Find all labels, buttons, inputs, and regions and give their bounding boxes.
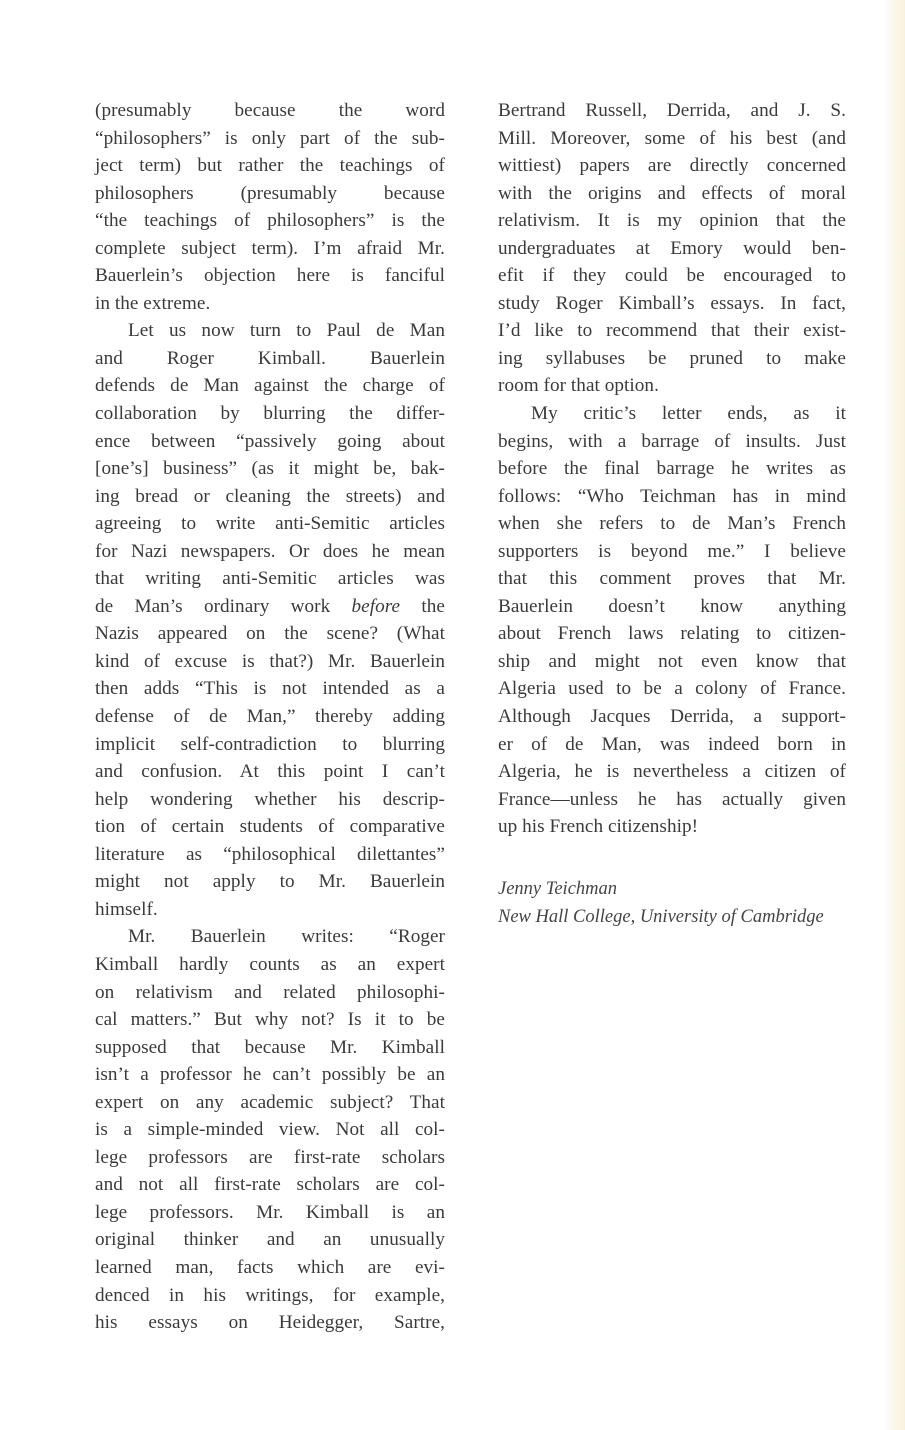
text-line: then adds “This is not intended as a (95, 678, 445, 700)
word: Man’s (134, 595, 183, 617)
text-line: on relativism and related philosophi- (95, 981, 445, 1003)
text-line: when she refers to de Man’s French (498, 513, 846, 535)
author-name: Jenny Teichman (498, 879, 618, 899)
text-line: help wondering whether his descrip- (95, 788, 445, 810)
text-line: himself. (95, 898, 158, 920)
word: the (421, 595, 445, 617)
text-line: Bauerlein’s objection here is fanciful (95, 265, 445, 287)
text-line: Algeria used to be a colony of France. (498, 678, 846, 700)
text-line: that this comment proves that Mr. (498, 568, 846, 590)
text-line: ship and might not even know that (498, 650, 846, 672)
text-line: Let us now turn to Paul de Man (128, 320, 445, 342)
text-line: (presumably because the word (95, 100, 445, 121)
text-line: follows: “Who Teichman has in mind (498, 485, 846, 507)
letter-signature (498, 876, 824, 931)
text-line: ject term) but rather the teachings of (95, 155, 445, 177)
text-line: lege professors are first-rate scholars (95, 1146, 445, 1168)
text-line: Although Jacques Derrida, a support- (498, 706, 846, 728)
text-line: Nazis appeared on the scene? (What (95, 623, 445, 645)
text-line: defense of de Man,” thereby adding (95, 706, 445, 728)
text-line: ence between “passively going about (95, 430, 445, 452)
text-line: philosophers (presumably because (95, 182, 445, 204)
word: work (290, 595, 331, 617)
text-line: for Nazi newspapers. Or does he mean (95, 540, 445, 562)
text-line: Kimball hardly counts as an expert (95, 953, 445, 975)
text-line: collaboration by blurring the differ- (95, 403, 445, 425)
text-line: expert on any academic subject? That (95, 1091, 445, 1113)
text-line: learned man, facts which are evi- (95, 1256, 445, 1278)
text-line: room for that option. (498, 375, 659, 397)
text-line: complete subject term). I’m afraid Mr. (95, 237, 445, 259)
text-line: study Roger Kimball’s essays. In fact, (498, 292, 846, 314)
text-line: undergraduates at Emory would ben- (498, 237, 846, 259)
text-line: My critic’s letter ends, as it (531, 403, 846, 425)
left-text-column (95, 97, 445, 1337)
text-line: is a simple-minded view. Not all col- (95, 1119, 445, 1141)
word: de (95, 595, 114, 617)
text-line: implicit self-contradiction to blurring (95, 733, 445, 755)
text-line: cal matters.” But why not? Is it to be (95, 1009, 445, 1031)
text-line: efit if they could be encouraged to (498, 265, 846, 287)
text-line: and confusion. At this point I can’t (95, 761, 445, 783)
text-line: ing syllabuses be pruned to make (498, 347, 846, 369)
text-line: original thinker and an unusually (95, 1229, 445, 1251)
text-line (95, 593, 445, 621)
text-line: begins, with a barrage of insults. Just (498, 430, 846, 452)
text-line: and not all first-rate scholars are col- (95, 1174, 445, 1196)
text-line: before the final barrage he writes as (498, 458, 846, 480)
text-line: and Roger Kimball. Bauerlein (95, 347, 445, 369)
text-line: tion of certain students of comparative (95, 816, 445, 838)
text-line: Bauerlein doesn’t know anything (498, 595, 846, 617)
word: ordinary (203, 595, 270, 617)
author-affiliation: New Hall College, University of Cambridge (498, 906, 824, 927)
text-line: might not apply to Mr. Bauerlein (95, 871, 445, 893)
text-line: wittiest) papers are directly concerned (498, 155, 846, 177)
text-line: ing bread or cleaning the streets) and (95, 485, 445, 507)
text-line: relativism. It is my opinion that the (498, 210, 846, 232)
text-line: denced in his writings, for example, (95, 1284, 445, 1306)
right-text-column (498, 97, 846, 841)
text-line: [one’s] business” (as it might be, bak- (95, 458, 445, 480)
text-line: er of de Man, was indeed born in (498, 733, 846, 755)
text-line: kind of excuse is that?) Mr. Bauerlein (95, 650, 445, 672)
text-line: up his French citizenship! (498, 816, 699, 838)
text-line: “the teachings of philosophers” is the (95, 210, 445, 232)
text-line: Bertrand Russell, Derrida, and J. S. (498, 100, 846, 121)
text-line: defends de Man against the charge of (95, 375, 445, 397)
text-line: in the extreme. (95, 292, 211, 314)
text-line: France—unless he has actually given (498, 788, 846, 810)
text-line: Mr. Bauerlein writes: “Roger (128, 926, 445, 948)
text-line: Mill. Moreover, some of his best (and (498, 127, 846, 149)
text-line: his essays on Heidegger, Sartre, (95, 1312, 445, 1334)
text-line: supporters is beyond me.” I believe (498, 540, 846, 562)
emphasized-word: before (351, 595, 401, 617)
text-line: agreeing to write anti-Semitic articles (95, 513, 445, 535)
text-line: with the origins and effects of moral (498, 182, 846, 204)
text-line: about French laws relating to citizen- (498, 623, 846, 645)
page-edge-shadow (883, 0, 905, 1430)
text-line: I’d like to recommend that their exist- (498, 320, 846, 342)
text-line: supposed that because Mr. Kimball (95, 1036, 445, 1058)
text-line: Algeria, he is nevertheless a citizen of (498, 761, 846, 783)
text-line: lege professors. Mr. Kimball is an (95, 1201, 445, 1223)
text-line: isn’t a professor he can’t possibly be an (95, 1064, 445, 1086)
text-line: literature as “philosophical dilettantes” (95, 843, 445, 865)
text-line: “philosophers” is only part of the sub- (95, 127, 445, 149)
text-line: that writing anti-Semitic articles was (95, 568, 445, 590)
